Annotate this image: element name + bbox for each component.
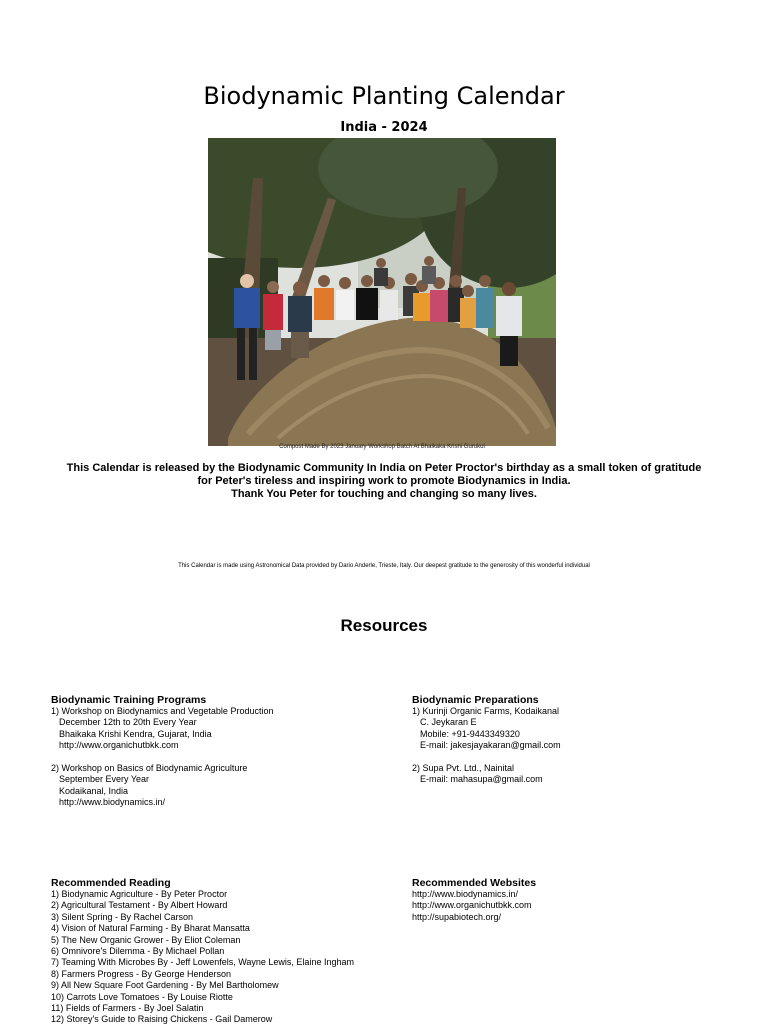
supplier-1-title: 1) Kurinji Organic Farms, Kodaikanal xyxy=(412,706,560,716)
data-credit: This Calendar is made using Astronomical Data provided by Dario Anderle, Trieste, Italy. Our deepest gratitude to the generosity of this wonderful individual xyxy=(178,563,590,569)
program-2-where: Kodaikanal, India xyxy=(59,785,129,796)
website-link[interactable]: http://supabiotech.org/ xyxy=(412,911,502,922)
program-2-title: 2) Workshop on Basics of Biodynamic Agriculture xyxy=(51,763,248,774)
training-heading: Biodynamic Training Programs xyxy=(51,694,207,706)
biodynamic-preparations xyxy=(412,694,742,786)
reading-item: 12) Storey's Guide to Raising Chickens - Gail Damerow xyxy=(51,1014,273,1025)
reading-item: 3) Silent Spring - By Rachel Carson xyxy=(51,911,194,922)
reading-item: 2) Agricultural Testament - By Albert Howard xyxy=(51,900,228,911)
reading-item: 8) Farmers Progress - By George Henderson xyxy=(51,968,232,979)
reading-item: 4) Vision of Natural Farming - By Bharat Mansatta xyxy=(51,923,250,934)
program-1-where: Bhaikaka Krishi Kendra, Gujarat, India xyxy=(59,728,212,739)
program-1-when: December 12th to 20th Every Year xyxy=(59,717,197,728)
dedication-line-2: for Peter's tireless and inspiring work to promote Biodynamics in India. xyxy=(197,475,571,487)
page-subtitle: India - 2024 xyxy=(340,120,428,135)
reading-item: 6) Omnivore's Dilemma - By Michael Pollan xyxy=(51,946,225,957)
reading-item: 5) The New Organic Grower - By Eliot Coleman xyxy=(51,934,241,945)
group-photo xyxy=(208,138,556,446)
supplier-1-email[interactable]: E-mail: jakesjayakaran@gmail.com xyxy=(420,740,561,751)
supplier-2-email[interactable]: E-mail: mahasupa@gmail.com xyxy=(420,774,543,785)
website-link[interactable]: http://www.organichutbkk.com xyxy=(412,900,532,911)
recommended-reading xyxy=(51,877,391,1026)
training-programs xyxy=(51,694,381,809)
websites-heading: Recommended Websites xyxy=(412,877,537,889)
program-1-link[interactable]: http://www.organichutbkk.com xyxy=(59,740,179,751)
photo-caption: Compost Made By 2023 January Workshop Batch At Bhaikaka Krishi Gurukul xyxy=(279,444,485,450)
spacer xyxy=(412,752,742,763)
program-2-when: September Every Year xyxy=(59,774,150,785)
page-title: Biodynamic Planting Calendar xyxy=(203,82,565,110)
program-1-title: 1) Workshop on Biodynamics and Vegetable Production xyxy=(51,706,274,716)
supplier-2-title: 2) Supa Pvt. Ltd., Nainital xyxy=(412,763,515,774)
dedication-line-3: Thank You Peter for touching and changing so many lives. xyxy=(231,488,537,500)
dedication xyxy=(0,462,768,501)
reading-item: 1) Biodynamic Agriculture - By Peter Proctor xyxy=(51,889,228,899)
spacer xyxy=(51,752,381,763)
program-2-link[interactable]: http://www.biodynamics.in/ xyxy=(59,797,166,808)
supplier-1-contact: C. Jeykaran E xyxy=(420,717,477,728)
supplier-1-mobile: Mobile: +91-9443349320 xyxy=(420,728,520,739)
preparations-heading: Biodynamic Preparations xyxy=(412,694,539,706)
reading-item: 9) All New Square Foot Gardening - By Mel Bartholomew xyxy=(51,980,279,991)
resources-heading: Resources xyxy=(340,616,428,635)
recommended-websites xyxy=(412,877,742,923)
reading-heading: Recommended Reading xyxy=(51,877,171,889)
reading-item: 7) Teaming With Microbes By - Jeff Lowenfels, Wayne Lewis, Elaine Ingham xyxy=(51,957,354,968)
website-link[interactable]: http://www.biodynamics.in/ xyxy=(412,889,519,899)
dedication-line-1: This Calendar is released by the Biodynamic Community In India on Peter Proctor's birthday as a small token of gratitude xyxy=(66,462,702,474)
reading-item: 10) Carrots Love Tomatoes - By Louise Riotte xyxy=(51,991,233,1002)
reading-item: 11) Fields of Farmers - By Joel Salatin xyxy=(51,1003,204,1014)
